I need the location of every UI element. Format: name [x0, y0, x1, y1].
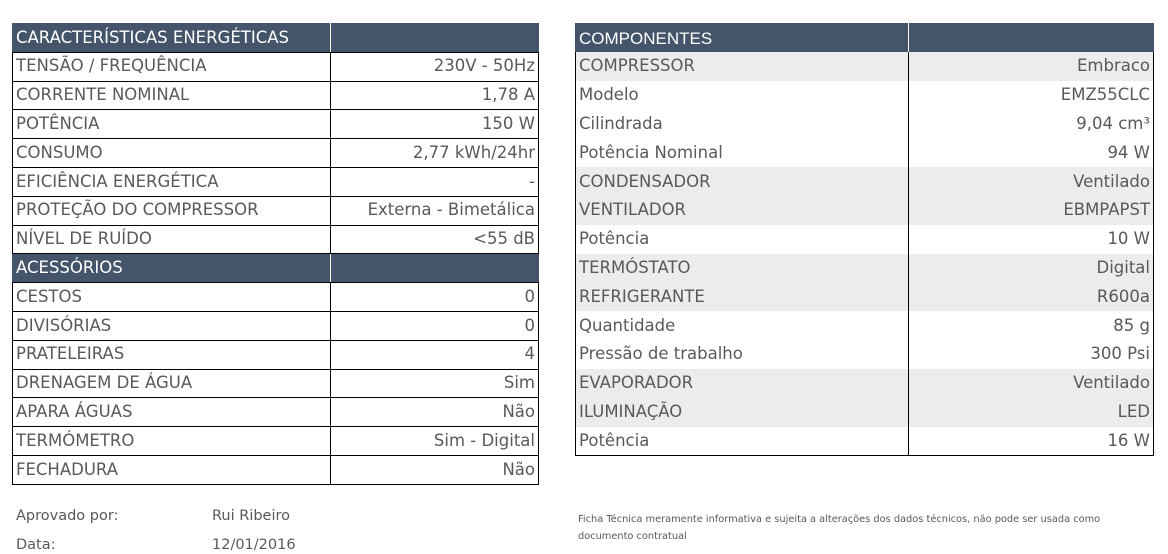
table-row [13, 110, 539, 139]
row-label: COMPRESSOR [576, 52, 909, 81]
components-table [575, 23, 1154, 456]
energy-accessories-table [12, 23, 539, 485]
table-row [13, 340, 539, 369]
table-row [576, 398, 1154, 427]
row-label: CESTOS [13, 283, 331, 312]
row-label: POTÊNCIA [13, 110, 331, 139]
table-row [576, 81, 1154, 110]
accessories-header-row [13, 254, 539, 283]
row-label: Quantidade [576, 311, 909, 340]
approved-by-label: Aprovado por: [16, 508, 119, 524]
row-label: Cilindrada [576, 110, 909, 139]
row-value: 2,77 kWh/24hr [331, 139, 539, 168]
row-value: 230V - 50Hz [331, 52, 539, 81]
row-value: Sim - Digital [331, 427, 539, 456]
row-value: 150 W [331, 110, 539, 139]
row-label: CONSUMO [13, 139, 331, 168]
accessories-header: ACESSÓRIOS [13, 254, 331, 283]
row-label: REFRIGERANTE [576, 283, 909, 312]
row-value: - [331, 167, 539, 196]
row-label: Potência [576, 427, 909, 456]
accessories-header-blank [331, 254, 539, 283]
energy-header-row [13, 24, 539, 53]
row-value: 85 g [909, 311, 1154, 340]
row-value: Ventilado [909, 369, 1154, 398]
row-label: VENTILADOR [576, 196, 909, 225]
row-label: NÍVEL DE RUÍDO [13, 225, 331, 254]
table-row [13, 398, 539, 427]
row-label: FECHADURA [13, 455, 331, 484]
energy-header: CARACTERÍSTICAS ENERGÉTICAS [13, 24, 331, 53]
table-row [13, 196, 539, 225]
row-value: LED [909, 398, 1154, 427]
row-value: Não [331, 455, 539, 484]
row-value: 16 W [909, 427, 1154, 456]
table-row [576, 167, 1154, 196]
row-value: Ventilado [909, 167, 1154, 196]
components-header: COMPONENTES [576, 24, 909, 53]
table-row [13, 167, 539, 196]
row-value: <55 dB [331, 225, 539, 254]
row-value: 10 W [909, 225, 1154, 254]
row-value: 4 [331, 340, 539, 369]
row-value: Digital [909, 254, 1154, 283]
table-row [576, 283, 1154, 312]
row-value: R600a [909, 283, 1154, 312]
row-label: Potência [576, 225, 909, 254]
table-row [13, 139, 539, 168]
row-label: ILUMINAÇÃO [576, 398, 909, 427]
row-label: DIVISÓRIAS [13, 311, 331, 340]
table-row [13, 52, 539, 81]
row-label: CORRENTE NOMINAL [13, 81, 331, 110]
row-label: TERMÓSTATO [576, 254, 909, 283]
table-row [576, 369, 1154, 398]
row-label: EVAPORADOR [576, 369, 909, 398]
table-row [576, 139, 1154, 168]
row-label: APARA ÁGUAS [13, 398, 331, 427]
row-label: Potência Nominal [576, 139, 909, 168]
table-row [13, 369, 539, 398]
row-label: CONDENSADOR [576, 167, 909, 196]
row-label: PRATELEIRAS [13, 340, 331, 369]
table-row [576, 340, 1154, 369]
date-value: 12/01/2016 [212, 537, 296, 553]
table-row [13, 427, 539, 456]
row-label: EFICIÊNCIA ENERGÉTICA [13, 167, 331, 196]
table-row [576, 196, 1154, 225]
table-row [576, 110, 1154, 139]
table-row [576, 254, 1154, 283]
row-value: 0 [331, 283, 539, 312]
row-label: PROTEÇÃO DO COMPRESSOR [13, 196, 331, 225]
row-value: Não [331, 398, 539, 427]
row-value: 0 [331, 311, 539, 340]
row-value: Sim [331, 369, 539, 398]
table-row [13, 311, 539, 340]
row-label: Pressão de trabalho [576, 340, 909, 369]
components-header-blank [909, 24, 1154, 53]
table-row [13, 283, 539, 312]
row-value: EMZ55CLC [909, 81, 1154, 110]
table-row [576, 52, 1154, 81]
table-row [576, 427, 1154, 456]
row-value: 300 Psi [909, 340, 1154, 369]
table-row [13, 225, 539, 254]
row-value: Embraco [909, 52, 1154, 81]
table-row [576, 225, 1154, 254]
row-value: 9,04 cm³ [909, 110, 1154, 139]
disclaimer-note: Ficha Técnica meramente informativa e sujeita a alterações dos dados técnicos, não pode ser usada como documento contratual [578, 514, 1101, 542]
components-header-row [576, 24, 1154, 53]
row-value: 94 W [909, 139, 1154, 168]
row-value: Externa - Bimetálica [331, 196, 539, 225]
row-label: DRENAGEM DE ÁGUA [13, 369, 331, 398]
date-label: Data: [16, 537, 56, 553]
row-label: TERMÓMETRO [13, 427, 331, 456]
row-label: TENSÃO / FREQUÊNCIA [13, 52, 331, 81]
energy-header-blank [331, 24, 539, 53]
approved-by-value: Rui Ribeiro [212, 508, 291, 524]
table-row [13, 455, 539, 484]
table-row [13, 81, 539, 110]
row-label: Modelo [576, 81, 909, 110]
row-value: EBMPAPST [909, 196, 1154, 225]
row-value: 1,78 A [331, 81, 539, 110]
table-row [576, 311, 1154, 340]
